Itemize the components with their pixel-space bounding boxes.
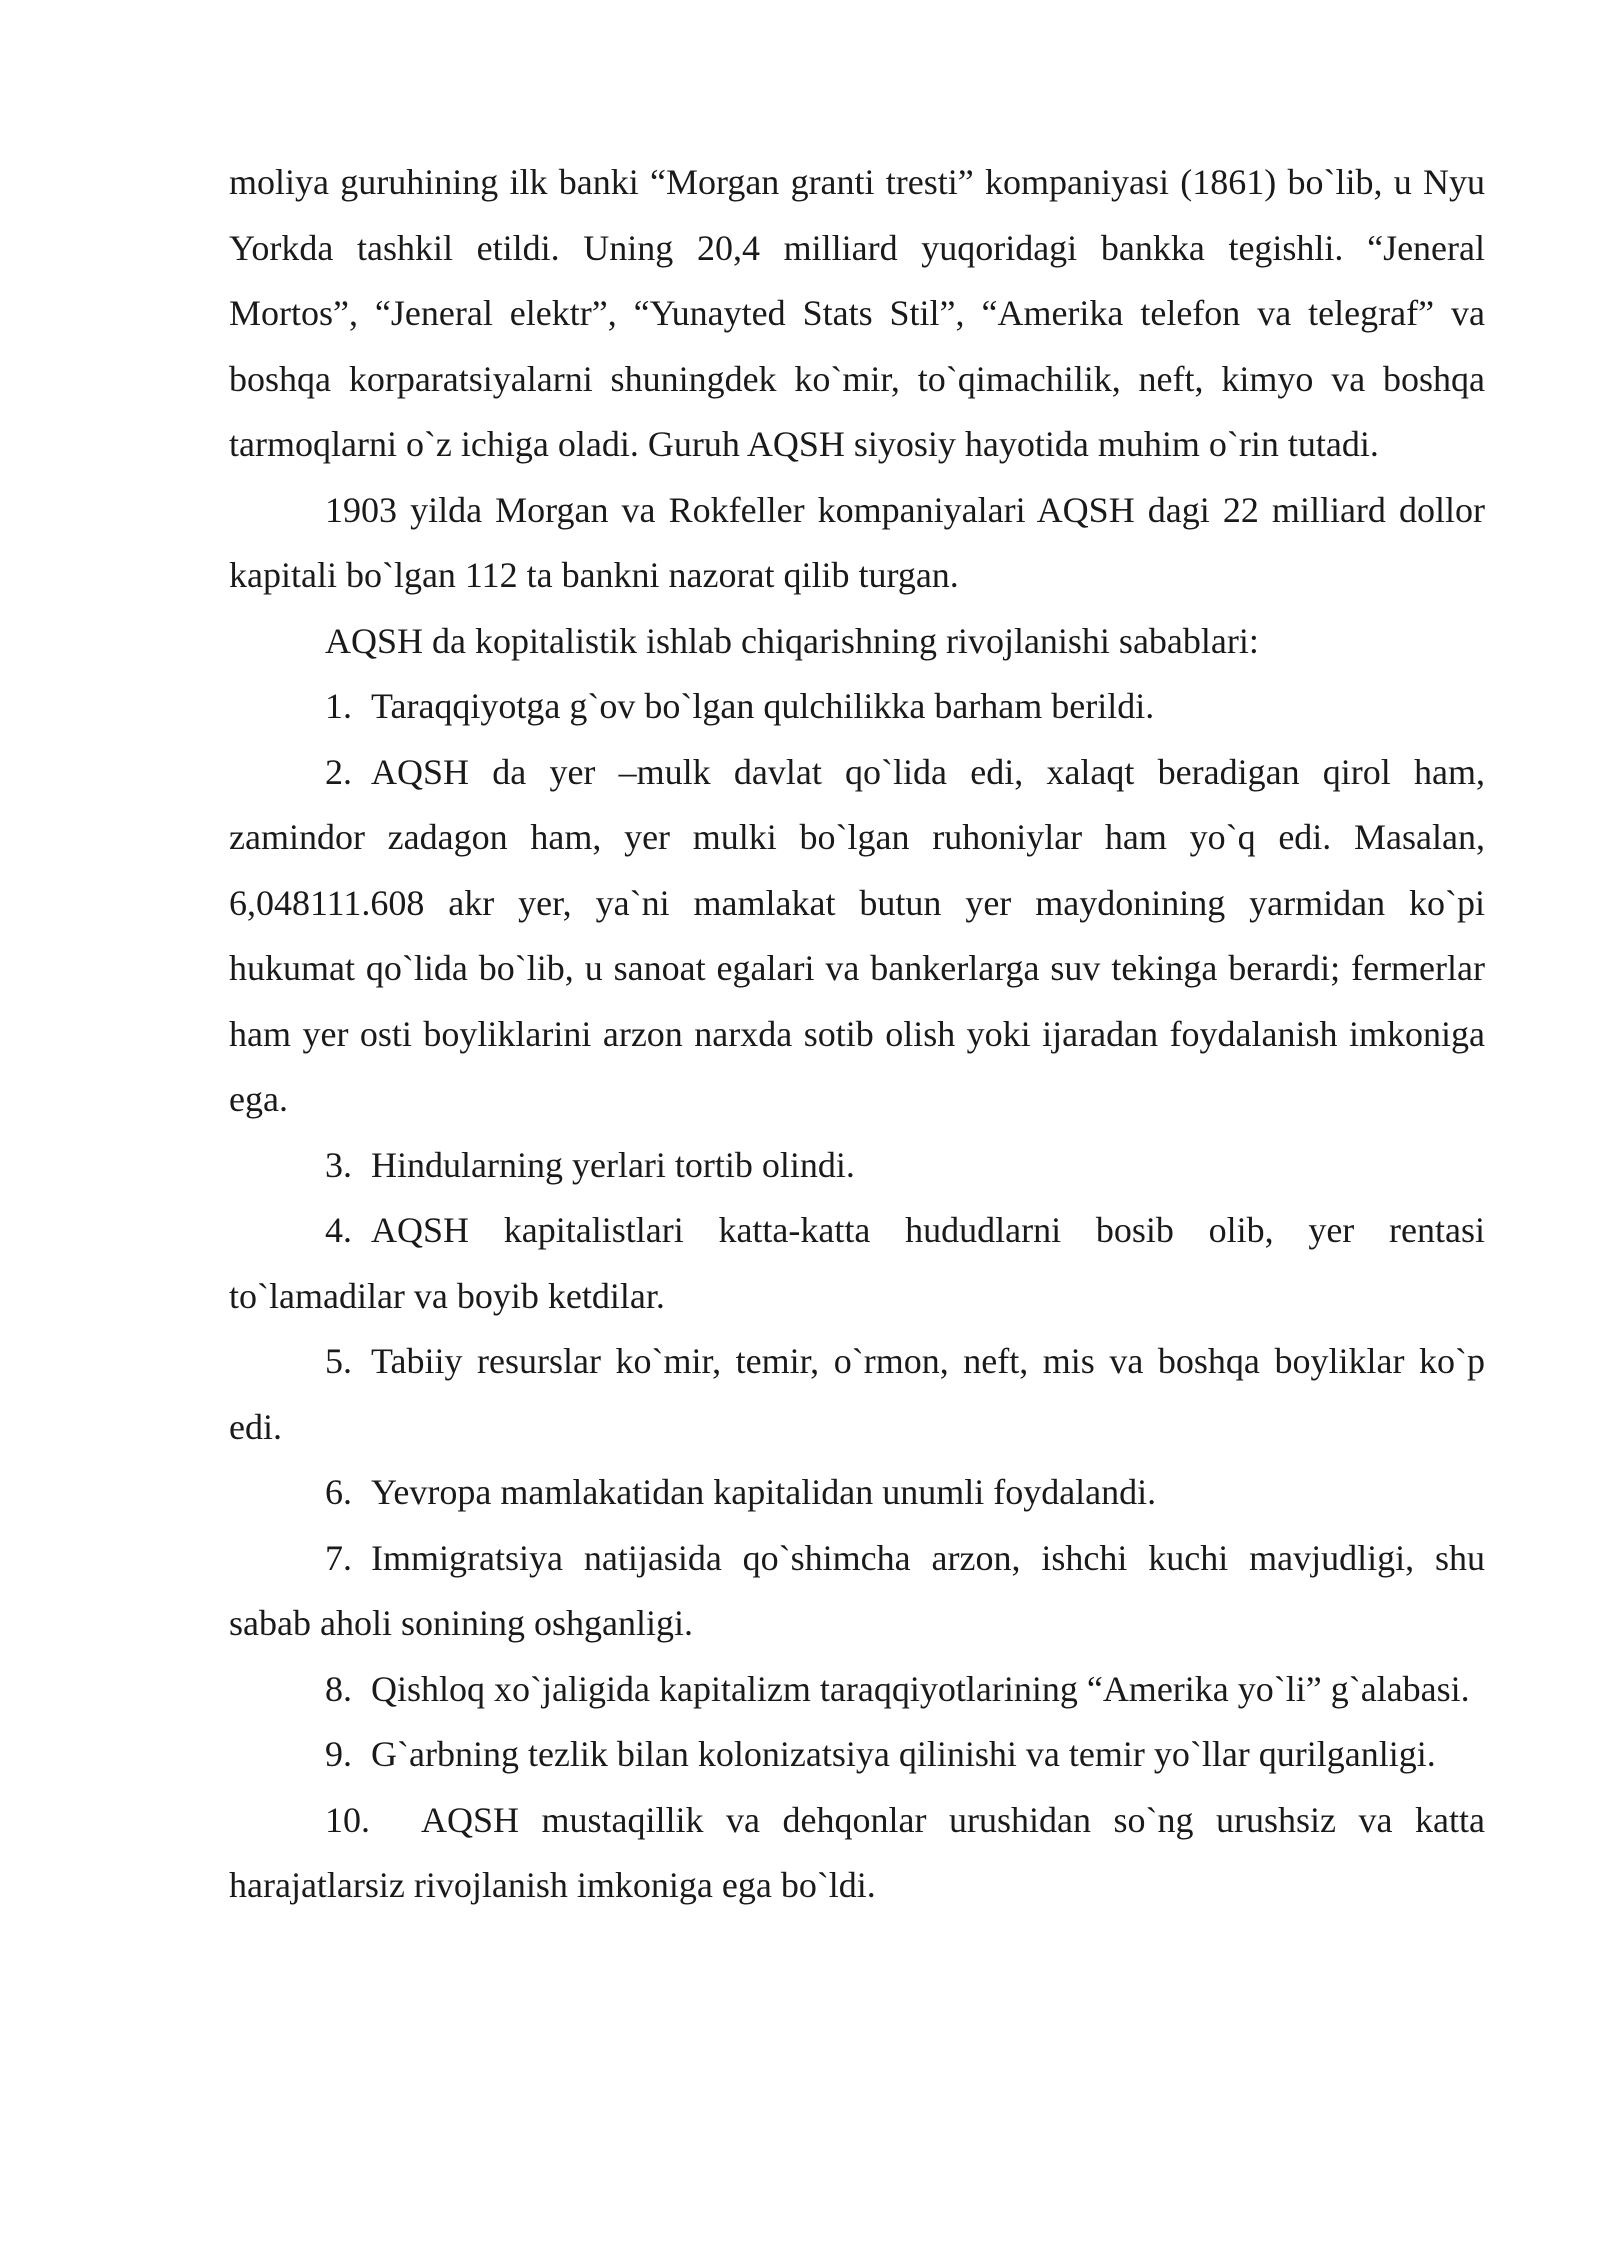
list-item-number: 1. [325,686,352,726]
list-item [229,1460,1485,1526]
list-item-number: 8. [325,1668,352,1709]
list-item [229,1329,1485,1460]
list-item-number: 7. [325,1537,352,1578]
list-item-number: 4. [325,1210,352,1250]
list-item-text: Taraqqiyotga g`ov bo`lgan qulchilikka barham berildi. [371,686,1155,726]
list-item-number: 3. [325,1144,352,1185]
list-item-number: 9. [325,1734,352,1774]
paragraph-morgan-group: moliya guruhining ilk banki “Morgan granti tresti” kompaniyasi (1861) bo`lib, u Nyu Yorkda tashkil etildi. Uning 20,4 milliard yuqoridagi bankka tegishli. “Jeneral Mortos”, “Jeneral elektr”, “Yunayted Stats Stil”, “Amerika telefon va telegraf” va boshqa korparatsiyalarni shuningdek ko`mir, to`qimachilik, neft, kimyo va boshqa tarmoqlarni o`z ichiga oladi. Guruh AQSH siyosiy hayotida muhim o`rin tutadi. [229,162,1485,464]
list-item [229,674,1485,740]
list-item-number: 2. [325,751,352,792]
reasons-list [229,674,1485,1919]
list-item-text: Immigratsiya natijasida qo`shimcha arzon, ishchi kuchi mavjudligi, shu sabab aholi sonining oshganligi. [229,1537,1485,1643]
list-item-text: AQSH mustaqillik va dehqonlar urushidan so`ng urushsiz va katta harajatlarsiz rivojlanish imkoniga ega bo`ldi. [229,1799,1485,1905]
list-item [229,1788,1485,1919]
list-item [229,1133,1485,1199]
list-item-number: 10. [325,1799,370,1840]
list-item [229,1657,1485,1723]
paragraph-1903-banks: 1903 yilda Morgan va Rokfeller kompaniyalari AQSH dagi 22 milliard dollor kapitali bo`lgan 112 ta bankni nazorat qilib turgan. [229,489,1485,595]
list-item-text: Hindularning yerlari tortib olindi. [371,1144,855,1185]
list-item-text: Qishloq xo`jaligida kapitalizm taraqqiyotlarining “Amerika yo`li” g`alabasi. [371,1668,1470,1709]
paragraph-list-intro: AQSH da kopitalistik ishlab chiqarishning rivojlanishi sabablari: [325,620,1259,661]
list-item-text: G`arbning tezlik bilan kolonizatsiya qilinishi va temir yo`llar qurilganligi. [371,1734,1436,1774]
list-item-number: 5. [325,1341,352,1381]
list-item-text: AQSH kapitalistlari katta-katta hududlarni bosib olib, yer rentasi to`lamadilar va boyib ketdilar. [229,1210,1485,1316]
list-item [229,1722,1485,1788]
list-item-number: 6. [325,1472,352,1512]
list-item [229,1526,1485,1657]
list-item [229,1198,1485,1329]
document-body [229,150,1485,1919]
list-item-text: Yevropa mamlakatidan kapitalidan unumli foydalandi. [371,1472,1157,1512]
list-item-text: AQSH da yer –mulk davlat qo`lida edi, xalaqt beradigan qirol ham, zamindor zadagon ham, yer mulki bo`lgan ruhoniylar ham yo`q edi. Masalan, 6,048111.608 akr yer, ya`ni mamlakat butun yer maydonining yarmidan ko`pi hukumat qo`lida bo`lib, u sanoat egalari va bankerlarga suv tekinga berardi; fermerlar ham yer osti boyliklarini arzon narxda sotib olish yoki ijaradan foydalanish imkoniga ega. [229,751,1485,1119]
list-item [229,740,1485,1133]
list-item-text: Tabiiy resurslar ko`mir, temir, o`rmon, neft, mis va boshqa boyliklar ko`p edi. [229,1341,1485,1447]
